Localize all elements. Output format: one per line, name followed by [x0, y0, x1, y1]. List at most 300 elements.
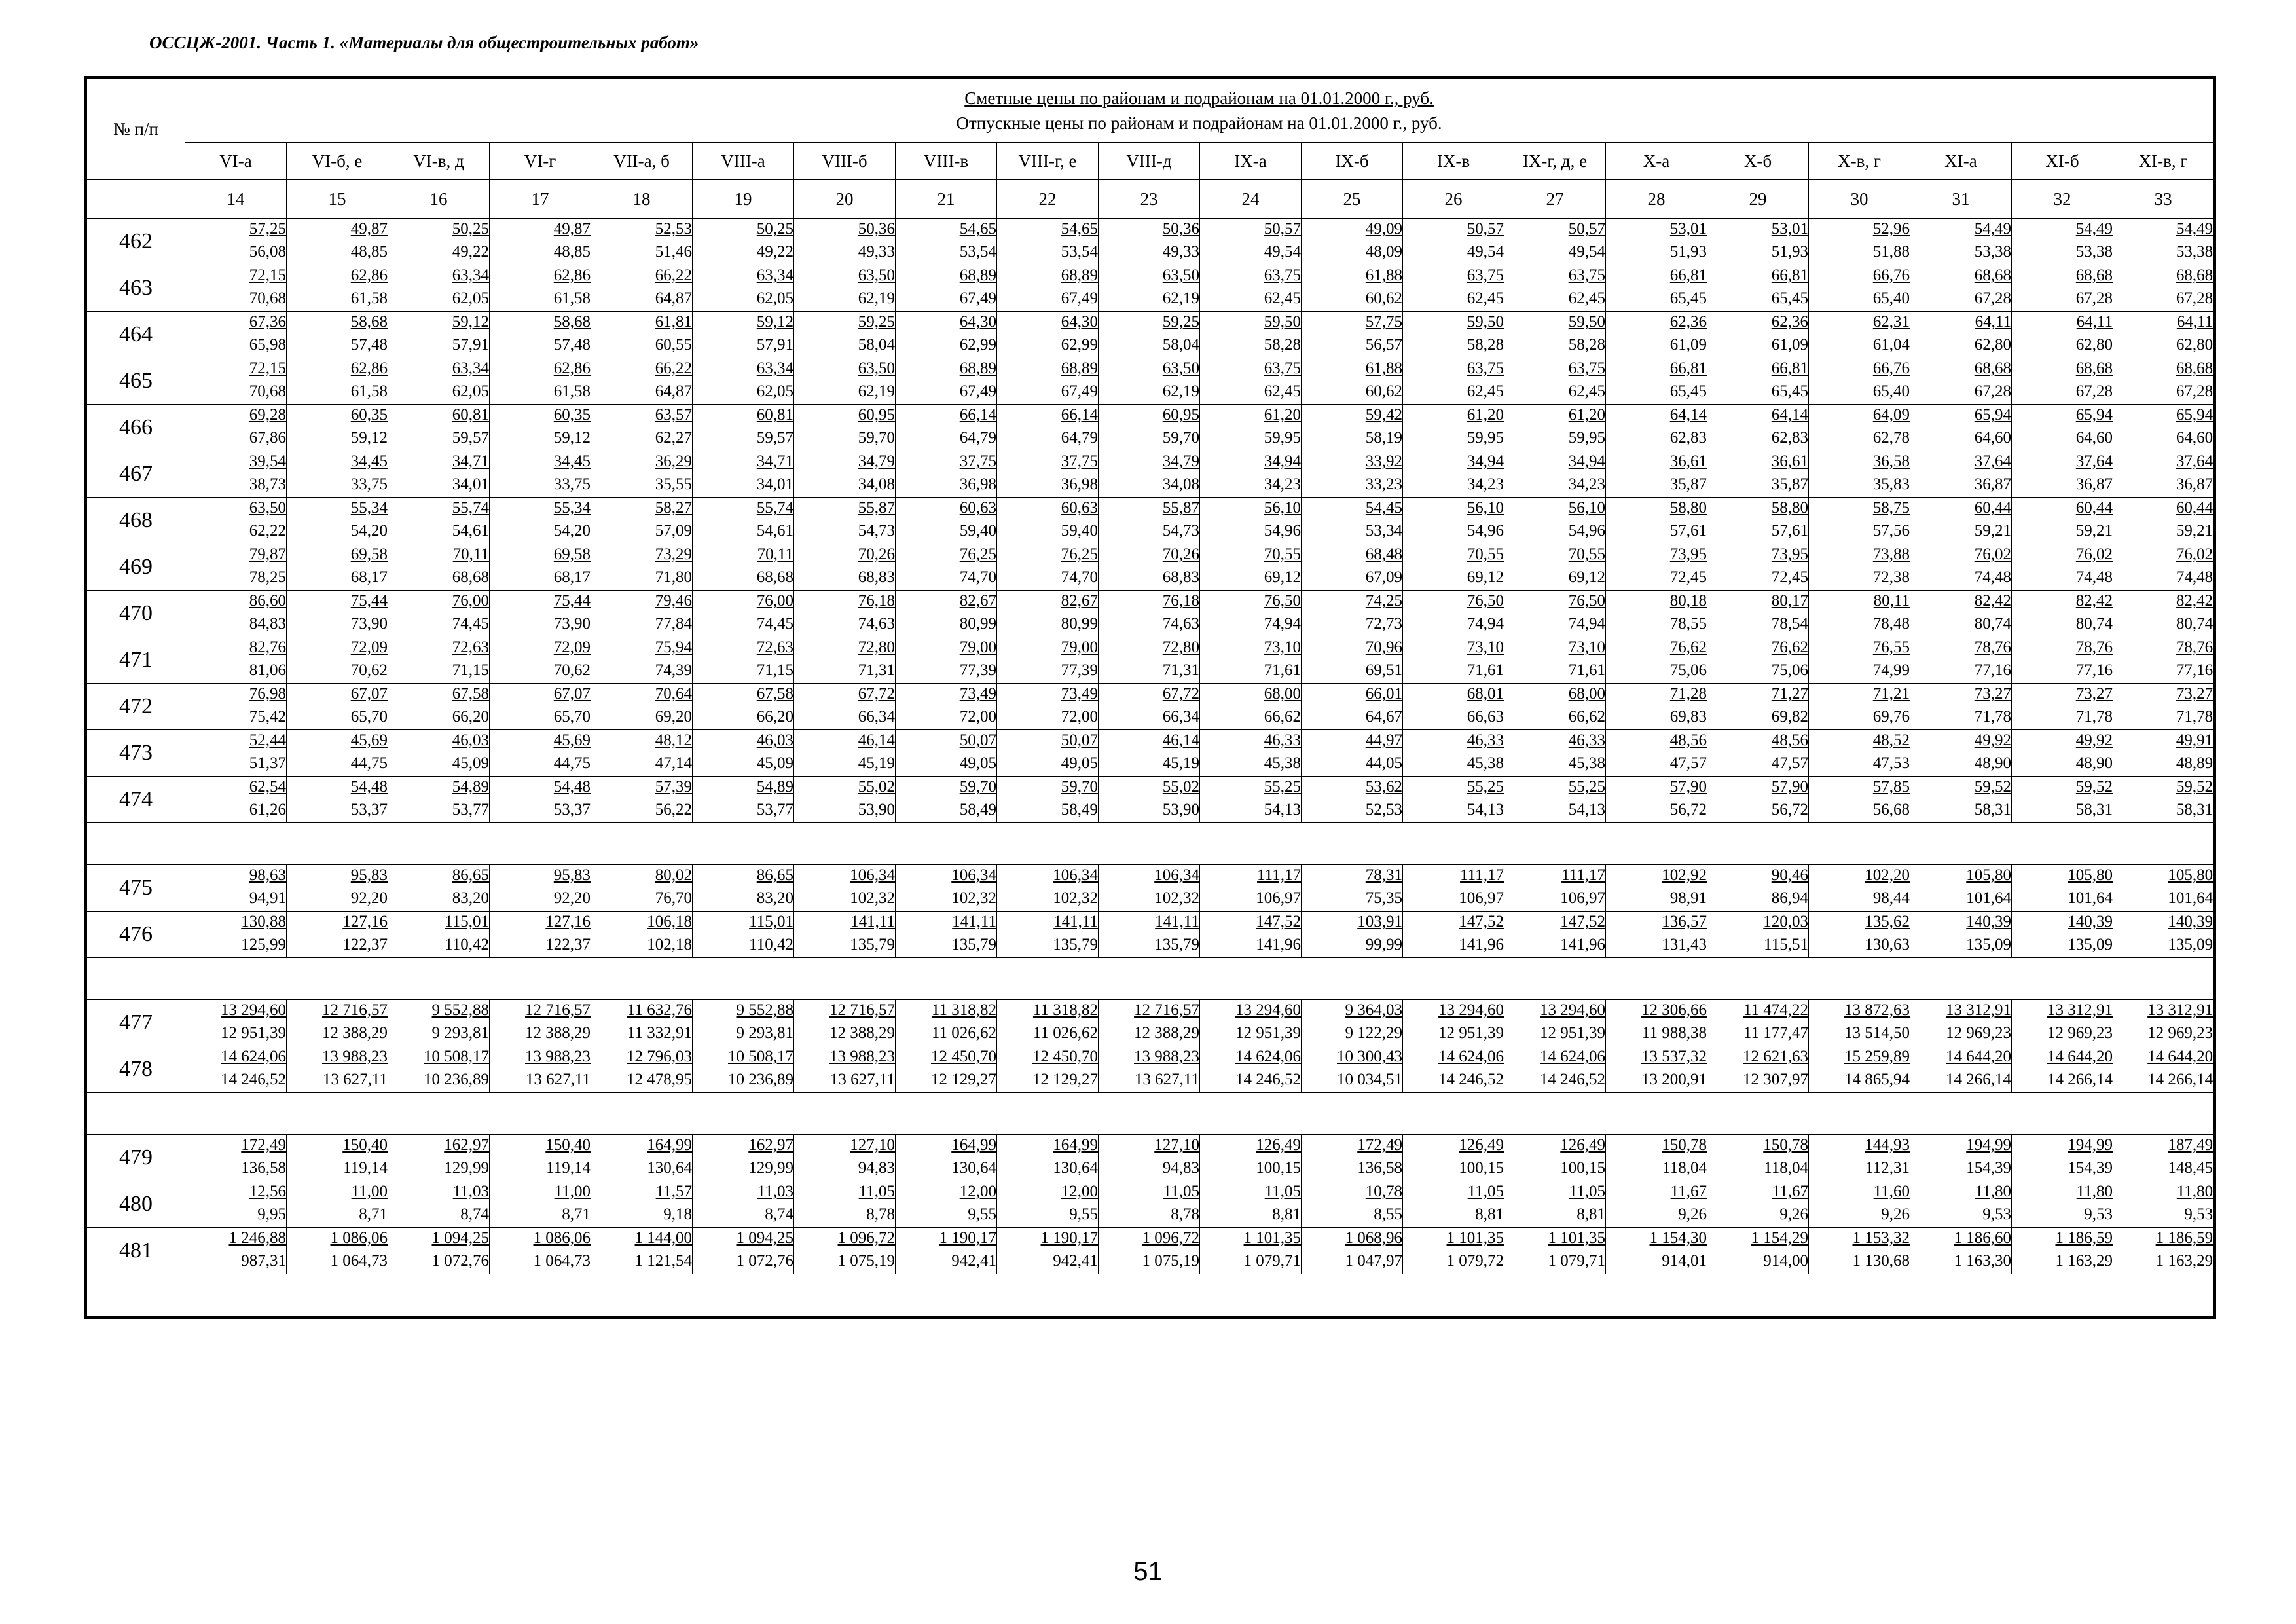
estimated-price: 58,27: [655, 499, 692, 517]
price-cell: [2012, 451, 2113, 498]
wholesale-price: 77,39: [959, 661, 996, 679]
price-cell: [693, 312, 794, 358]
wholesale-price: 59,57: [452, 429, 489, 447]
wholesale-price: 122,37: [342, 936, 388, 953]
row-number: 479: [86, 1135, 185, 1181]
price-cell: [896, 265, 997, 312]
estimated-price: 106,34: [1154, 866, 1199, 884]
price-cell: [1809, 684, 1910, 730]
price-cell: [1099, 637, 1200, 684]
price-cell: [1403, 591, 1504, 637]
price-cell: [1707, 498, 1809, 544]
wholesale-price: 76,70: [655, 889, 692, 907]
wholesale-price: 12 951,39: [1540, 1024, 1605, 1042]
column-header-zone: IX-а: [1200, 143, 1302, 180]
row-number: 467: [86, 451, 185, 498]
price-cell: [490, 1000, 591, 1046]
column-number: 17: [490, 180, 591, 219]
estimated-price: 76,50: [1264, 592, 1301, 610]
table-caption: [185, 78, 2215, 143]
price-cell: [2113, 684, 2215, 730]
estimated-price: 68,89: [1061, 267, 1098, 284]
estimated-price: 67,36: [249, 313, 286, 331]
table-row: [86, 219, 2215, 265]
wholesale-price: 74,99: [1872, 661, 1910, 679]
estimated-price: 60,44: [2176, 499, 2214, 517]
price-cell: [1200, 777, 1302, 823]
gap-cell: [185, 1274, 2215, 1318]
price-cell: [1200, 544, 1302, 591]
price-cell: [1809, 265, 1910, 312]
row-number: 464: [86, 312, 185, 358]
price-cell: [388, 1181, 490, 1228]
price-cell: [1707, 219, 1809, 265]
wholesale-price: 9,26: [1678, 1206, 1707, 1223]
wholesale-price: 64,87: [655, 382, 692, 400]
price-cell: [794, 1135, 896, 1181]
price-cell: [591, 1181, 693, 1228]
wholesale-price: 135,79: [1154, 936, 1199, 953]
wholesale-price: 100,15: [1256, 1159, 1301, 1177]
column-number: 21: [896, 180, 997, 219]
estimated-price: 62,54: [249, 778, 286, 796]
price-cell: [1403, 265, 1504, 312]
estimated-price: 68,68: [2075, 267, 2113, 284]
estimated-price: 147,52: [1560, 913, 1605, 931]
estimated-price: 74,25: [1365, 592, 1402, 610]
price-cell: [997, 1046, 1099, 1093]
price-cell: [1403, 544, 1504, 591]
price-cell: [794, 312, 896, 358]
estimated-price: 82,42: [1974, 592, 2011, 610]
price-cell: [693, 591, 794, 637]
estimated-price: 49,87: [553, 220, 591, 238]
estimated-price: 105,80: [1966, 866, 2011, 884]
estimated-price: 72,15: [249, 360, 286, 377]
price-cell: [2012, 591, 2113, 637]
price-cell: [794, 730, 896, 777]
price-cell: [1403, 865, 1504, 912]
estimated-price: 140,39: [2068, 913, 2113, 931]
price-cell: [693, 544, 794, 591]
wholesale-price: 74,94: [1568, 615, 1605, 633]
price-cell: [1200, 684, 1302, 730]
estimated-price: 111,17: [1257, 866, 1301, 884]
estimated-price: 69,58: [553, 545, 591, 563]
wholesale-price: 47,57: [1771, 754, 1808, 772]
price-cell: [185, 684, 287, 730]
estimated-price: 67,07: [553, 685, 591, 703]
price-cell: [1403, 1228, 1504, 1274]
wholesale-price: 59,70: [1162, 429, 1199, 447]
wholesale-price: 57,91: [756, 336, 793, 354]
gap-cell: [86, 958, 185, 1000]
price-cell: [388, 912, 490, 958]
wholesale-price: 59,70: [858, 429, 895, 447]
column-header-zone: XI-б: [2012, 143, 2113, 180]
wholesale-price: 35,87: [1771, 475, 1808, 493]
column-header-zone: XI-а: [1910, 143, 2012, 180]
price-cell: [1910, 544, 2012, 591]
estimated-price: 12,56: [249, 1183, 286, 1200]
estimated-price: 115,01: [749, 913, 793, 931]
estimated-price: 73,95: [1771, 545, 1808, 563]
wholesale-price: 68,17: [553, 568, 591, 586]
estimated-price: 54,89: [452, 778, 489, 796]
wholesale-price: 61,09: [1669, 336, 1707, 354]
wholesale-price: 1 121,54: [634, 1252, 692, 1270]
price-cell: [185, 405, 287, 451]
price-cell: [2113, 730, 2215, 777]
estimated-price: 79,00: [1061, 638, 1098, 656]
wholesale-price: 129,99: [444, 1159, 489, 1177]
wholesale-price: 34,23: [1467, 475, 1504, 493]
wholesale-price: 69,83: [1669, 708, 1707, 726]
estimated-price: 103,91: [1357, 913, 1402, 931]
table-row: [86, 912, 2215, 958]
estimated-price: 34,45: [553, 452, 591, 470]
wholesale-price: 52,53: [1365, 801, 1402, 819]
price-cell: [1606, 1181, 1707, 1228]
price-cell: [1809, 1181, 1910, 1228]
wholesale-price: 73,90: [553, 615, 591, 633]
wholesale-price: 58,28: [1264, 336, 1301, 354]
wholesale-price: 60,62: [1365, 289, 1402, 307]
price-cell: [1504, 1000, 1606, 1046]
wholesale-price: 66,20: [756, 708, 793, 726]
estimated-price: 64,11: [2076, 313, 2113, 331]
estimated-price: 11,80: [1975, 1183, 2011, 1200]
price-cell: [997, 1000, 1099, 1046]
estimated-price: 61,88: [1365, 267, 1402, 284]
estimated-price: 172,49: [1357, 1136, 1402, 1154]
estimated-price: 11,00: [351, 1183, 388, 1200]
wholesale-price: 65,45: [1771, 289, 1808, 307]
wholesale-price: 59,95: [1568, 429, 1605, 447]
estimated-price: 1 246,88: [228, 1229, 286, 1247]
table-row: [86, 865, 2215, 912]
estimated-price: 63,50: [858, 267, 895, 284]
price-cell: [1504, 405, 1606, 451]
wholesale-price: 74,48: [1974, 568, 2011, 586]
wholesale-price: 45,38: [1467, 754, 1504, 772]
wholesale-price: 66,62: [1264, 708, 1301, 726]
wholesale-price: 66,34: [858, 708, 895, 726]
estimated-price: 102,20: [1865, 866, 1910, 884]
estimated-price: 50,36: [858, 220, 895, 238]
wholesale-price: 62,80: [2176, 336, 2214, 354]
price-cell: [1099, 312, 1200, 358]
wholesale-price: 61,09: [1771, 336, 1808, 354]
estimated-price: 80,18: [1669, 592, 1707, 610]
estimated-price: 150,78: [1662, 1136, 1707, 1154]
wholesale-price: 74,94: [1467, 615, 1504, 633]
price-cell: [1809, 498, 1910, 544]
estimated-price: 12,00: [1061, 1183, 1098, 1200]
price-cell: [490, 498, 591, 544]
estimated-price: 66,81: [1669, 267, 1707, 284]
price-cell: [1606, 312, 1707, 358]
gap-cell: [86, 1274, 185, 1318]
wholesale-price: 80,74: [2075, 615, 2113, 633]
wholesale-price: 14 266,14: [2047, 1071, 2113, 1088]
wholesale-price: 49,54: [1467, 243, 1504, 261]
wholesale-price: 8,81: [1272, 1206, 1301, 1223]
wholesale-price: 53,38: [2176, 243, 2214, 261]
price-cell: [997, 912, 1099, 958]
wholesale-price: 68,68: [756, 568, 793, 586]
estimated-price: 36,61: [1669, 452, 1707, 470]
estimated-price: 62,36: [1669, 313, 1707, 331]
estimated-price: 12 450,70: [931, 1048, 996, 1065]
price-cell: [490, 777, 591, 823]
estimated-price: 70,11: [452, 545, 489, 563]
wholesale-price: 45,19: [1162, 754, 1199, 772]
estimated-price: 73,10: [1467, 638, 1504, 656]
estimated-price: 73,88: [1872, 545, 1910, 563]
price-cell: [490, 358, 591, 405]
price-cell: [1099, 591, 1200, 637]
estimated-price: 57,75: [1365, 313, 1402, 331]
price-cell: [287, 637, 388, 684]
wholesale-price: 119,14: [546, 1159, 591, 1177]
price-cell: [794, 865, 896, 912]
estimated-price: 37,64: [2075, 452, 2113, 470]
estimated-price: 79,87: [249, 545, 286, 563]
estimated-price: 11 474,22: [1743, 1001, 1808, 1019]
table-row: [86, 637, 2215, 684]
column-number: 24: [1200, 180, 1302, 219]
estimated-price: 12,00: [959, 1183, 996, 1200]
estimated-price: 57,90: [1669, 778, 1707, 796]
price-cell: [997, 1135, 1099, 1181]
estimated-price: 54,49: [1974, 220, 2011, 238]
price-cell: [1707, 684, 1809, 730]
wholesale-price: 11 026,62: [1032, 1024, 1098, 1042]
estimated-price: 13 537,32: [1641, 1048, 1707, 1065]
column-number: 20: [794, 180, 896, 219]
column-header-zone: IX-в: [1403, 143, 1504, 180]
wholesale-price: 75,35: [1365, 889, 1402, 907]
wholesale-price: 56,68: [1872, 801, 1910, 819]
wholesale-price: 80,74: [2176, 615, 2214, 633]
wholesale-price: 60,55: [655, 336, 692, 354]
price-cell: [1707, 591, 1809, 637]
price-cell: [1910, 312, 2012, 358]
wholesale-price: 13 627,11: [1134, 1071, 1199, 1088]
estimated-price: 66,81: [1771, 267, 1808, 284]
estimated-price: 1 154,30: [1649, 1229, 1707, 1247]
wholesale-price: 35,55: [655, 475, 692, 493]
estimated-price: 11,57: [655, 1183, 692, 1200]
estimated-price: 56,10: [1467, 499, 1504, 517]
wholesale-price: 67,28: [2176, 289, 2214, 307]
price-cell: [794, 265, 896, 312]
wholesale-price: 67,49: [1061, 382, 1098, 400]
estimated-price: 50,57: [1467, 220, 1504, 238]
wholesale-price: 13 514,50: [1844, 1024, 1910, 1042]
wholesale-price: 86,94: [1771, 889, 1808, 907]
price-cell: [1200, 865, 1302, 912]
estimated-price: 37,75: [959, 452, 996, 470]
price-cell: [997, 637, 1099, 684]
wholesale-price: 99,99: [1365, 936, 1402, 953]
wholesale-price: 141,96: [1256, 936, 1301, 953]
price-cell: [1910, 1228, 2012, 1274]
estimated-price: 36,29: [655, 452, 692, 470]
price-cell: [388, 637, 490, 684]
price-cell: [896, 865, 997, 912]
price-cell: [693, 865, 794, 912]
price-cell: [1200, 312, 1302, 358]
price-cell: [896, 219, 997, 265]
price-cell: [794, 591, 896, 637]
wholesale-price: 54,61: [756, 522, 793, 540]
wholesale-price: 54,73: [858, 522, 895, 540]
wholesale-price: 75,42: [249, 708, 286, 726]
price-cell: [2012, 1000, 2113, 1046]
wholesale-price: 62,19: [858, 289, 895, 307]
estimated-price: 46,03: [756, 731, 793, 749]
price-cell: [2113, 591, 2215, 637]
price-cell: [1200, 912, 1302, 958]
price-cell: [1200, 637, 1302, 684]
price-cell: [1504, 451, 1606, 498]
wholesale-price: 11 332,91: [627, 1024, 692, 1042]
estimated-price: 55,25: [1467, 778, 1504, 796]
price-cell: [1910, 405, 2012, 451]
estimated-price: 111,17: [1460, 866, 1504, 884]
price-cell: [1809, 451, 1910, 498]
caption-line-estimated: Сметные цены по районам и подрайонам на 01.01.2000 г., руб.: [964, 88, 1434, 108]
wholesale-price: 54,96: [1568, 522, 1605, 540]
column-number-row: [86, 180, 2215, 219]
row-number: 472: [86, 684, 185, 730]
price-cell: [388, 544, 490, 591]
price-cell: [1099, 1000, 1200, 1046]
estimated-price: 1 086,06: [330, 1229, 388, 1247]
wholesale-price: 66,20: [452, 708, 489, 726]
wholesale-price: 56,08: [249, 243, 286, 261]
column-header-zone: VI-а: [185, 143, 287, 180]
column-header-zone: XI-в, г: [2113, 143, 2215, 180]
price-cell: [2012, 912, 2113, 958]
price-cell: [591, 405, 693, 451]
price-cell: [1504, 777, 1606, 823]
estimated-price: 135,62: [1865, 913, 1910, 931]
estimated-price: 76,98: [249, 685, 286, 703]
price-cell: [287, 1046, 388, 1093]
estimated-price: 55,34: [553, 499, 591, 517]
estimated-price: 57,85: [1872, 778, 1910, 796]
estimated-price: 64,09: [1872, 406, 1910, 424]
wholesale-price: 14 246,52: [1540, 1071, 1605, 1088]
estimated-price: 86,65: [756, 866, 793, 884]
wholesale-price: 62,99: [959, 336, 996, 354]
estimated-price: 127,16: [545, 913, 591, 931]
estimated-price: 50,57: [1264, 220, 1301, 238]
price-cell: [997, 730, 1099, 777]
estimated-price: 98,63: [249, 866, 286, 884]
wholesale-price: 106,97: [1459, 889, 1504, 907]
wholesale-price: 34,01: [452, 475, 489, 493]
table-row: [86, 730, 2215, 777]
wholesale-price: 14 246,52: [1438, 1071, 1504, 1088]
price-cell: [1910, 451, 2012, 498]
row-number: 468: [86, 498, 185, 544]
wholesale-price: 71,61: [1568, 661, 1605, 679]
price-cell: [1809, 865, 1910, 912]
gap-cell: [86, 1093, 185, 1135]
estimated-price: 72,09: [553, 638, 591, 656]
wholesale-price: 101,64: [2168, 889, 2214, 907]
estimated-price: 15 259,89: [1844, 1048, 1910, 1065]
price-cell: [1910, 637, 2012, 684]
estimated-price: 68,01: [1467, 685, 1504, 703]
estimated-price: 39,54: [249, 452, 286, 470]
wholesale-price: 12 129,27: [1032, 1071, 1098, 1088]
estimated-price: 61,20: [1568, 406, 1605, 424]
wholesale-price: 9,53: [1982, 1206, 2011, 1223]
wholesale-price: 135,09: [1966, 936, 2011, 953]
price-cell: [185, 265, 287, 312]
estimated-price: 59,42: [1365, 406, 1402, 424]
estimated-price: 70,55: [1264, 545, 1301, 563]
wholesale-price: 987,31: [241, 1252, 286, 1270]
price-cell: [1504, 219, 1606, 265]
wholesale-price: 68,83: [1162, 568, 1199, 586]
price-cell: [185, 451, 287, 498]
price-cell: [1099, 498, 1200, 544]
price-cell: [287, 451, 388, 498]
wholesale-price: 8,74: [460, 1206, 489, 1223]
estimated-price: 11,05: [1163, 1183, 1199, 1200]
wholesale-price: 71,61: [1264, 661, 1301, 679]
price-cell: [185, 1046, 287, 1093]
column-header-zone: IX-б: [1302, 143, 1403, 180]
price-cell: [185, 1181, 287, 1228]
price-cell: [1809, 1228, 1910, 1274]
estimated-price: 11,80: [2176, 1183, 2214, 1200]
gap-cell: [185, 1093, 2215, 1135]
wholesale-price: 75,06: [1669, 661, 1707, 679]
estimated-price: 57,25: [249, 220, 286, 238]
price-cell: [1302, 544, 1403, 591]
wholesale-price: 12 388,29: [525, 1024, 591, 1042]
price-cell: [1606, 544, 1707, 591]
estimated-price: 59,25: [858, 313, 895, 331]
estimated-price: 73,10: [1568, 638, 1605, 656]
price-cell: [185, 358, 287, 405]
estimated-price: 60,81: [756, 406, 793, 424]
price-cell: [1504, 1228, 1606, 1274]
wholesale-price: 106,97: [1256, 889, 1301, 907]
gap-cell: [86, 823, 185, 865]
price-cell: [693, 219, 794, 265]
estimated-price: 66,14: [959, 406, 996, 424]
section-gap-row: [86, 823, 2215, 865]
wholesale-price: 78,55: [1669, 615, 1707, 633]
estimated-price: 59,12: [452, 313, 489, 331]
wholesale-price: 13 627,11: [322, 1071, 388, 1088]
estimated-price: 50,25: [756, 220, 793, 238]
price-cell: [591, 865, 693, 912]
estimated-price: 106,34: [951, 866, 996, 884]
price-cell: [1707, 777, 1809, 823]
estimated-price: 60,95: [1162, 406, 1199, 424]
wholesale-price: 9,26: [1779, 1206, 1808, 1223]
estimated-price: 61,88: [1365, 360, 1402, 377]
